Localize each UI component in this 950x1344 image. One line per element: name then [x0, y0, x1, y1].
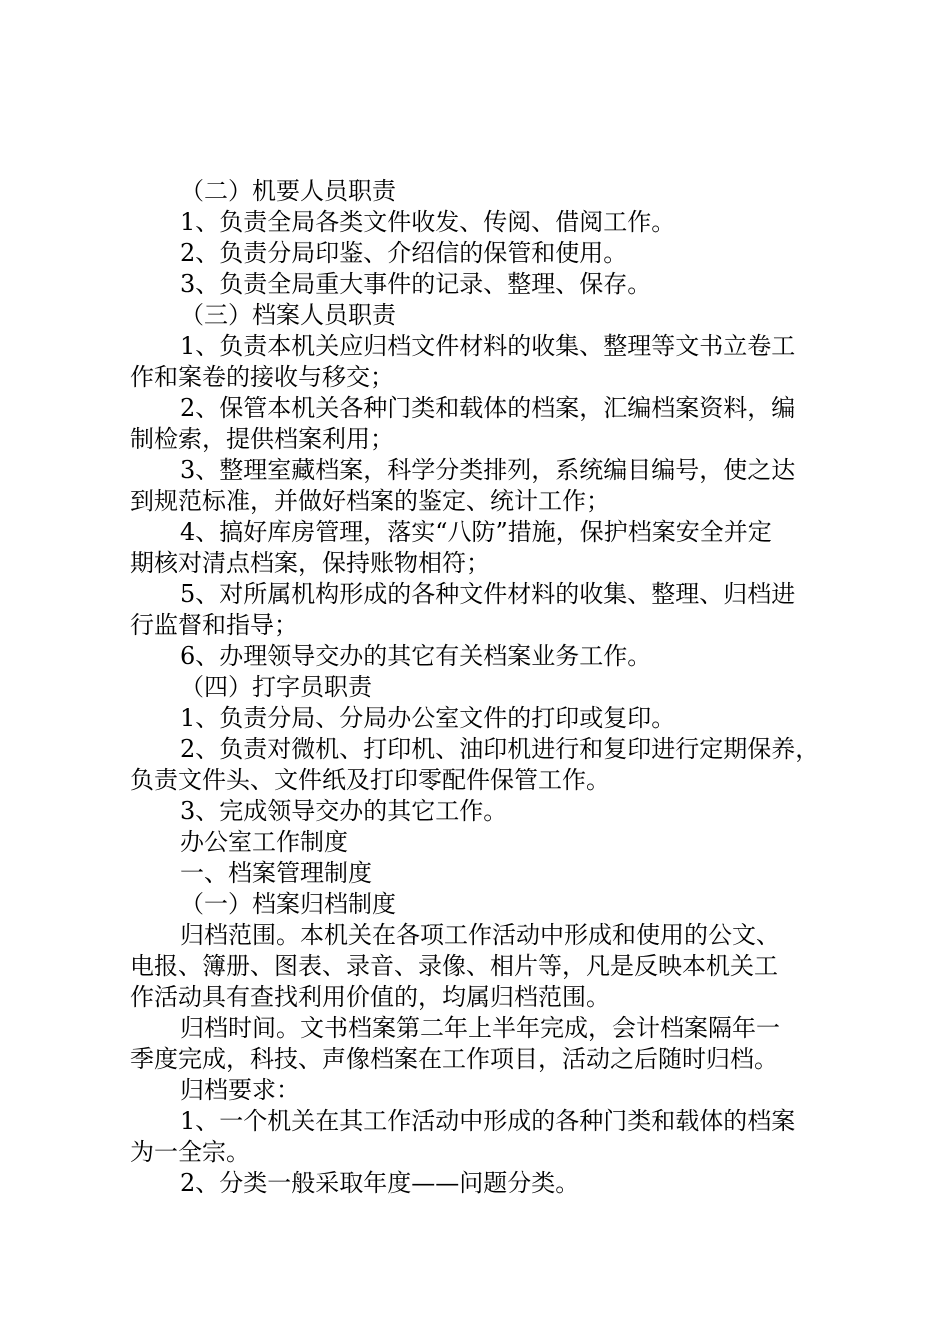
section-heading-confidential-staff: （二）机要人员职责	[180, 177, 396, 205]
text-line: 2、分类一般采取年度——问题分类。	[180, 1169, 580, 1197]
text-line: 为一全宗。	[130, 1138, 250, 1166]
text-line: 1、一个机关在其工作活动中形成的各种门类和载体的档案	[180, 1107, 796, 1135]
text-line: 作活动具有查找利用价值的，均属归档范围。	[130, 983, 610, 1011]
text-line: 作和案卷的接收与移交；	[130, 363, 394, 391]
text-line: 归档时间。文书档案第二年上半年完成，会计档案隔年一	[180, 1014, 780, 1042]
text-line: 3、负责全局重大事件的记录、整理、保存。	[180, 270, 652, 298]
text-line: 1、负责本机关应归档文件材料的收集、整理等文书立卷工	[180, 332, 796, 360]
text-line: 负责文件头、文件纸及打印零配件保管工作。	[130, 766, 610, 794]
text-line: 电报、簿册、图表、录音、录像、相片等，凡是反映本机关工	[130, 952, 778, 980]
text-line: 归档要求：	[180, 1076, 300, 1104]
text-line: 1、负责全局各类文件收发、传阅、借阅工作。	[180, 208, 676, 236]
text-line: 2、负责分局印鉴、介绍信的保管和使用。	[180, 239, 628, 267]
text-line: 季度完成，科技、声像档案在工作项目，活动之后随时归档。	[130, 1045, 778, 1073]
text-line: 2、负责对微机、打印机、油印机进行和复印进行定期保养，	[180, 735, 820, 763]
text-line: 2、保管本机关各种门类和载体的档案，汇编档案资料，编	[180, 394, 796, 422]
section-heading-archive-staff: （三）档案人员职责	[180, 301, 396, 329]
text-line: 行监督和指导；	[130, 611, 298, 639]
section-heading-archive-management: 一、档案管理制度	[180, 859, 372, 887]
text-line: 3、整理室藏档案，科学分类排列，系统编目编号，使之达	[180, 456, 796, 484]
text-line: 1、负责分局、分局办公室文件的打印或复印。	[180, 704, 676, 732]
text-line: 制检索，提供档案利用；	[130, 425, 394, 453]
section-heading-office-rules: 办公室工作制度	[180, 828, 348, 856]
text-line: 4、搞好库房管理，落实“八防”措施，保护档案安全并定	[180, 518, 772, 546]
text-line: 到规范标准，并做好档案的鉴定、统计工作；	[130, 487, 610, 515]
text-line: 6、办理领导交办的其它有关档案业务工作。	[180, 642, 652, 670]
text-line: 归档范围。本机关在各项工作活动中形成和使用的公文、	[180, 921, 780, 949]
text-line: 3、完成领导交办的其它工作。	[180, 797, 508, 825]
text-line: 5、对所属机构形成的各种文件材料的收集、整理、归档进	[180, 580, 796, 608]
section-heading-typist: （四）打字员职责	[180, 673, 372, 701]
section-heading-filing-system: （一）档案归档制度	[180, 890, 396, 918]
text-line: 期核对清点档案，保持账物相符；	[130, 549, 490, 577]
